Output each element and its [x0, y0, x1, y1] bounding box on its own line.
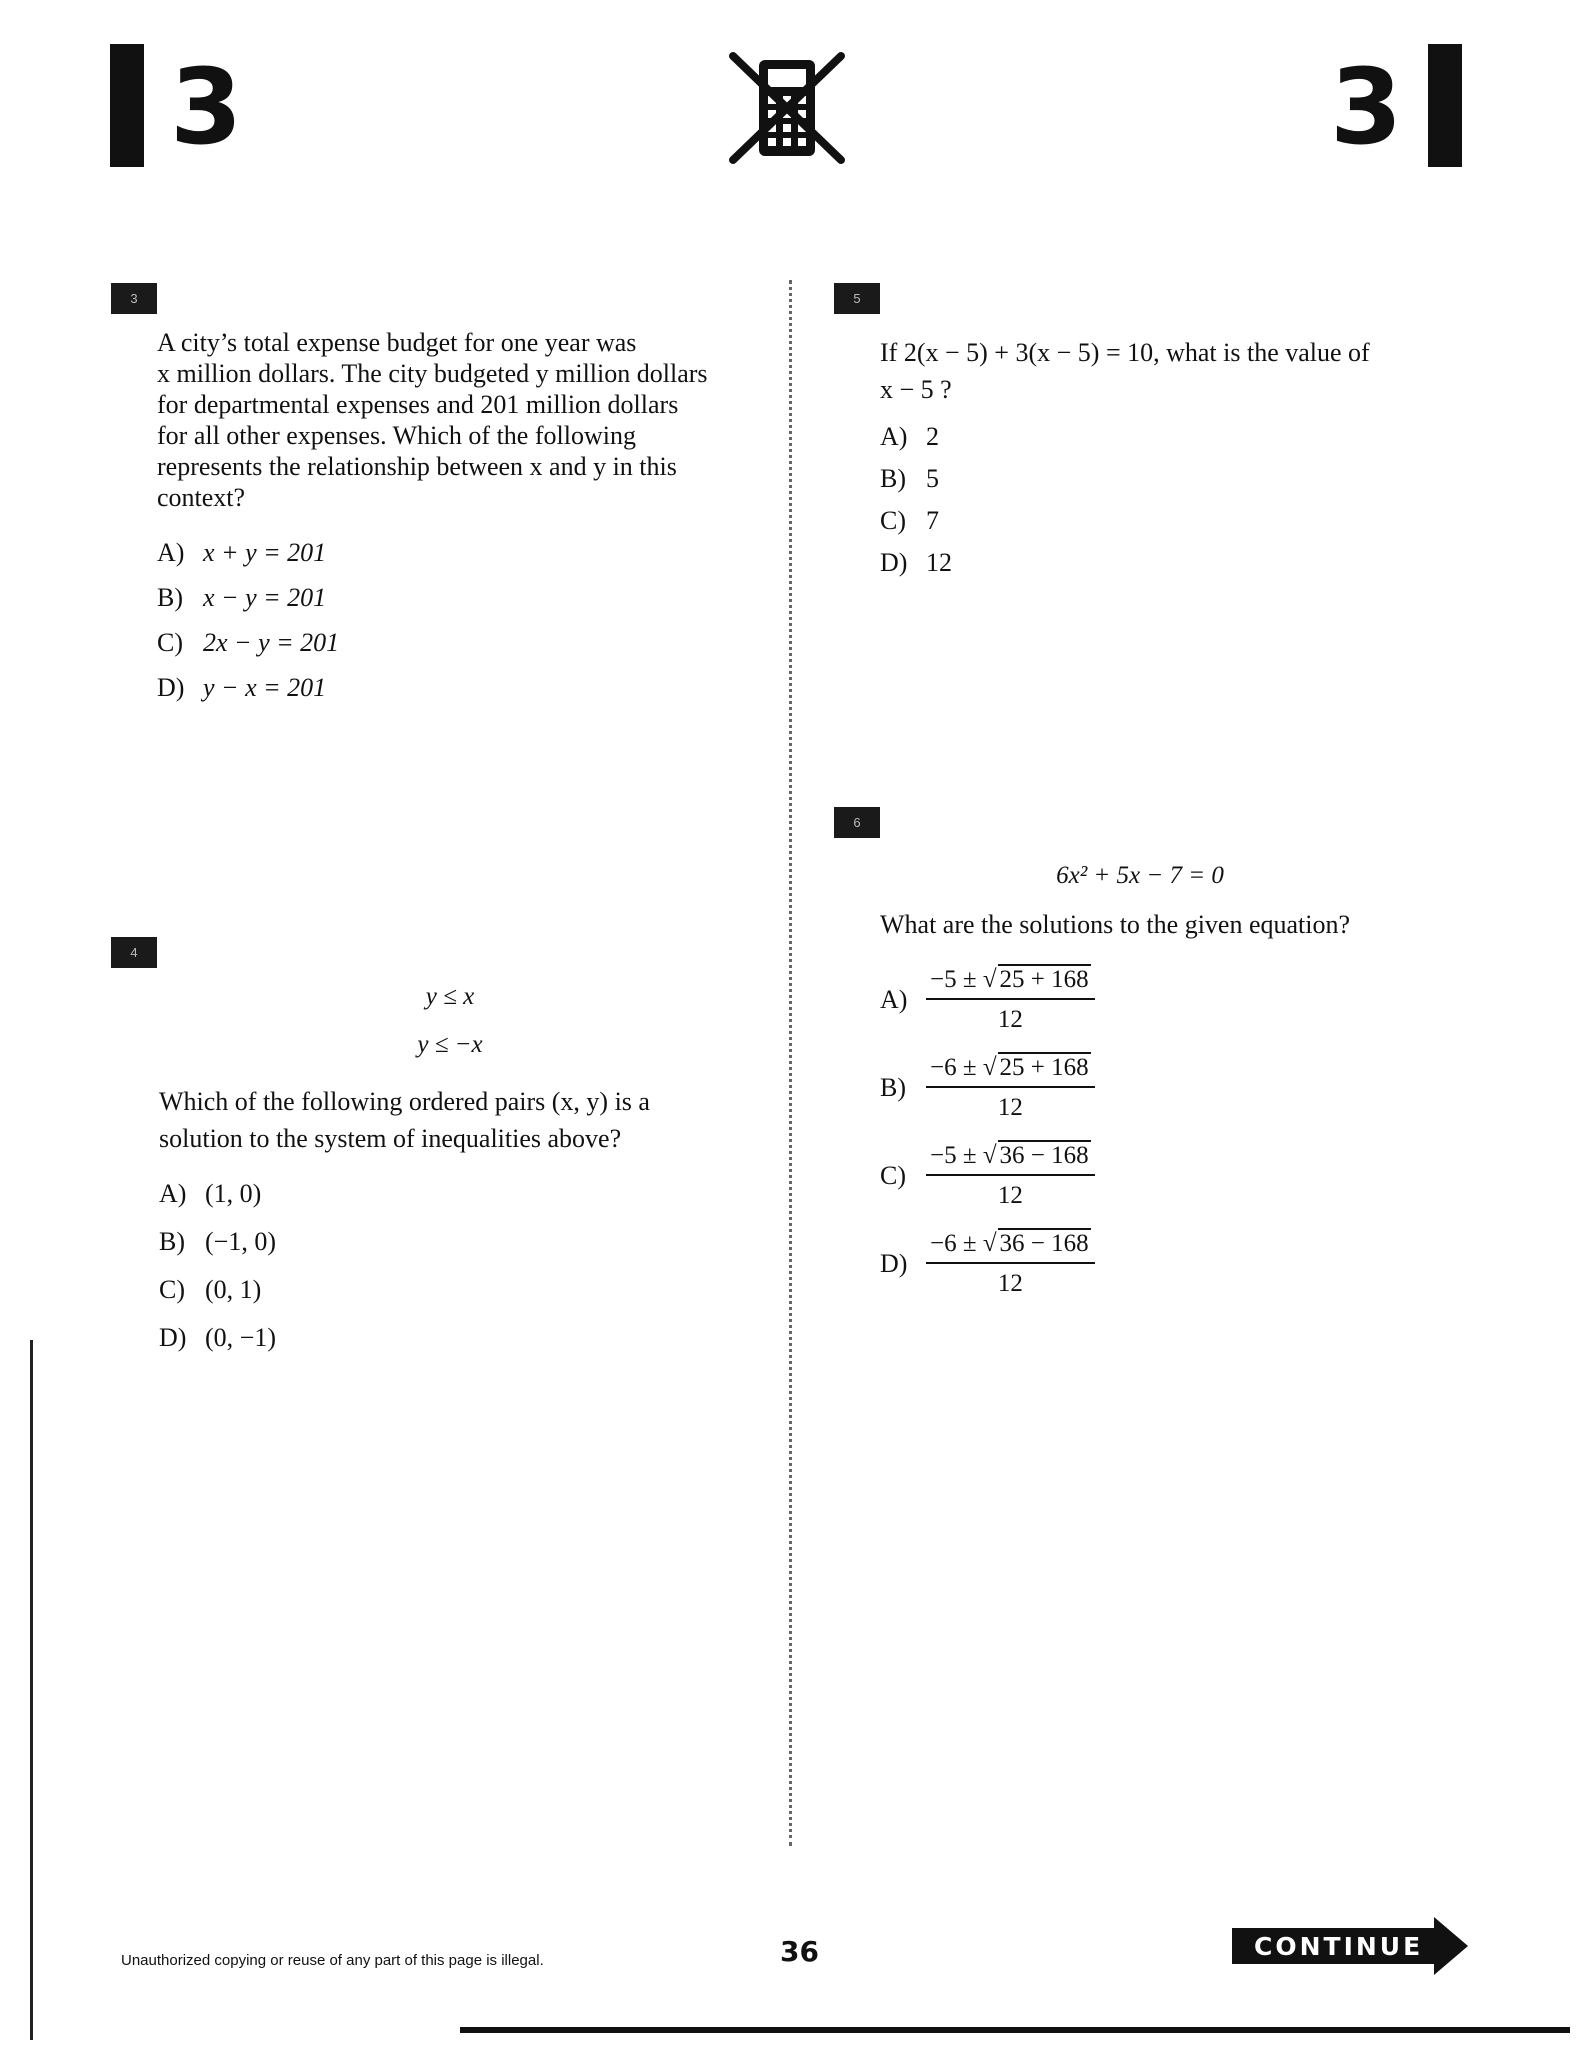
question-number-3: 3 [111, 283, 157, 314]
fraction [926, 1054, 1095, 1122]
copyright-notice: Unauthorized copying or reuse of any part of this page is illegal. [121, 1952, 544, 1969]
section-left-bar [110, 44, 144, 167]
question-6-equation: 6x² + 5x − 7 = 0 [1056, 862, 1224, 889]
question-3-choices [157, 538, 339, 703]
inequality-1: y ≤ x [425, 983, 475, 1010]
prompt-line: A city’s total expense budget for one year was [157, 328, 637, 357]
choice-text: 2 [926, 422, 939, 451]
denominator: 12 [997, 1094, 1023, 1121]
choice-letter: D) [880, 1249, 908, 1278]
question-number-4: 4 [111, 937, 157, 968]
question-number-6: 6 [834, 807, 880, 838]
choice-text: (1, 0) [205, 1179, 262, 1208]
choice-text: 2x − y = 201 [203, 628, 340, 657]
prompt-line: Which of the following ordered pairs (x, y) is a [159, 1087, 650, 1116]
question-5-choices [880, 422, 952, 578]
numerator-prefix: −5 ± √ [930, 966, 997, 993]
denominator: 12 [997, 1270, 1023, 1297]
column-divider [789, 280, 792, 1846]
denominator: 12 [997, 1182, 1023, 1209]
choice-b[interactable] [157, 583, 339, 613]
section-number-right: 3 [1330, 46, 1403, 168]
question-4-prompt [159, 1083, 759, 1157]
radicand: 36 − 168 [999, 1230, 1089, 1257]
choice-letter: D) [880, 548, 908, 577]
fraction [926, 966, 1095, 1034]
choice-text: (0, 1) [205, 1275, 262, 1304]
numerator-prefix: −6 ± √ [930, 1054, 997, 1081]
choice-letter: A) [157, 538, 185, 567]
prompt-line: x million dollars. The city budgeted y million dollars [157, 359, 708, 388]
question-number-5: 5 [834, 283, 880, 314]
prompt-line: solution to the system of inequalities above? [159, 1124, 622, 1153]
choice-letter: C) [880, 506, 906, 535]
choice-c[interactable] [159, 1275, 276, 1305]
prompt-line: represents the relationship between x and y in this [157, 452, 677, 481]
choice-letter: B) [880, 464, 906, 493]
choice-a[interactable] [880, 966, 1095, 1034]
choice-c[interactable] [157, 628, 339, 658]
choice-text: (0, −1) [205, 1323, 276, 1352]
choice-c[interactable] [880, 1142, 1095, 1210]
question-6-choices [880, 966, 1095, 1298]
choice-text: 7 [926, 506, 939, 535]
choice-letter: B) [157, 583, 183, 612]
radicand: 36 − 168 [999, 1142, 1089, 1169]
continue-button[interactable] [1232, 1917, 1468, 1975]
choice-b[interactable] [880, 1054, 1095, 1122]
choice-b[interactable] [159, 1227, 276, 1257]
choice-letter: A) [880, 985, 908, 1014]
choice-text: (−1, 0) [205, 1227, 276, 1256]
prompt-line: x − 5 ? [880, 375, 952, 404]
numerator-prefix: −6 ± √ [930, 1230, 997, 1257]
choice-letter: B) [159, 1227, 185, 1256]
continue-label: CONTINUE [1232, 1928, 1436, 1964]
choice-text: x − y = 201 [203, 583, 327, 612]
choice-text: 5 [926, 464, 939, 493]
choice-a[interactable] [880, 422, 952, 452]
choice-b[interactable] [880, 464, 952, 494]
question-6-prompt: What are the solutions to the given equation? [880, 910, 1351, 939]
page-number: 36 [780, 1935, 819, 1968]
choice-text: y − x = 201 [203, 673, 327, 702]
choice-letter: C) [159, 1275, 185, 1304]
arrow-right-icon [1434, 1917, 1468, 1975]
prompt-line: If 2(x − 5) + 3(x − 5) = 10, what is the value of [880, 338, 1370, 367]
prompt-line: for departmental expenses and 201 million dollars [157, 390, 679, 419]
question-5-prompt [880, 334, 1440, 408]
choice-letter: B) [880, 1073, 906, 1102]
choice-letter: D) [157, 673, 185, 702]
prompt-line: for all other expenses. Which of the following [157, 421, 636, 450]
choice-a[interactable] [159, 1179, 276, 1209]
choice-d[interactable] [880, 1230, 1095, 1298]
choice-letter: A) [880, 422, 908, 451]
radicand: 25 + 168 [999, 966, 1089, 993]
section-right-bar [1428, 44, 1462, 167]
prompt-line: context? [157, 483, 246, 512]
choice-a[interactable] [157, 538, 339, 568]
choice-letter: C) [157, 628, 183, 657]
bottom-edge-line [460, 2027, 1570, 2033]
radicand: 25 + 168 [999, 1054, 1089, 1081]
fraction [926, 1142, 1095, 1210]
no-calculator-icon [727, 52, 847, 164]
choice-d[interactable] [159, 1323, 276, 1353]
choice-letter: A) [159, 1179, 187, 1208]
choice-d[interactable] [157, 673, 339, 703]
choice-text: 12 [926, 548, 952, 577]
section-number-left: 3 [170, 46, 243, 168]
choice-letter: D) [159, 1323, 187, 1352]
choice-letter: C) [880, 1161, 906, 1190]
numerator-prefix: −5 ± √ [930, 1142, 997, 1169]
denominator: 12 [997, 1006, 1023, 1033]
left-margin-line [30, 1340, 33, 2040]
choice-c[interactable] [880, 506, 952, 536]
question-3-prompt [157, 327, 757, 513]
choice-text: x + y = 201 [203, 538, 327, 567]
question-4-choices [159, 1179, 276, 1353]
fraction [926, 1230, 1095, 1298]
inequality-2: y ≤ −x [417, 1031, 483, 1058]
choice-d[interactable] [880, 548, 952, 578]
